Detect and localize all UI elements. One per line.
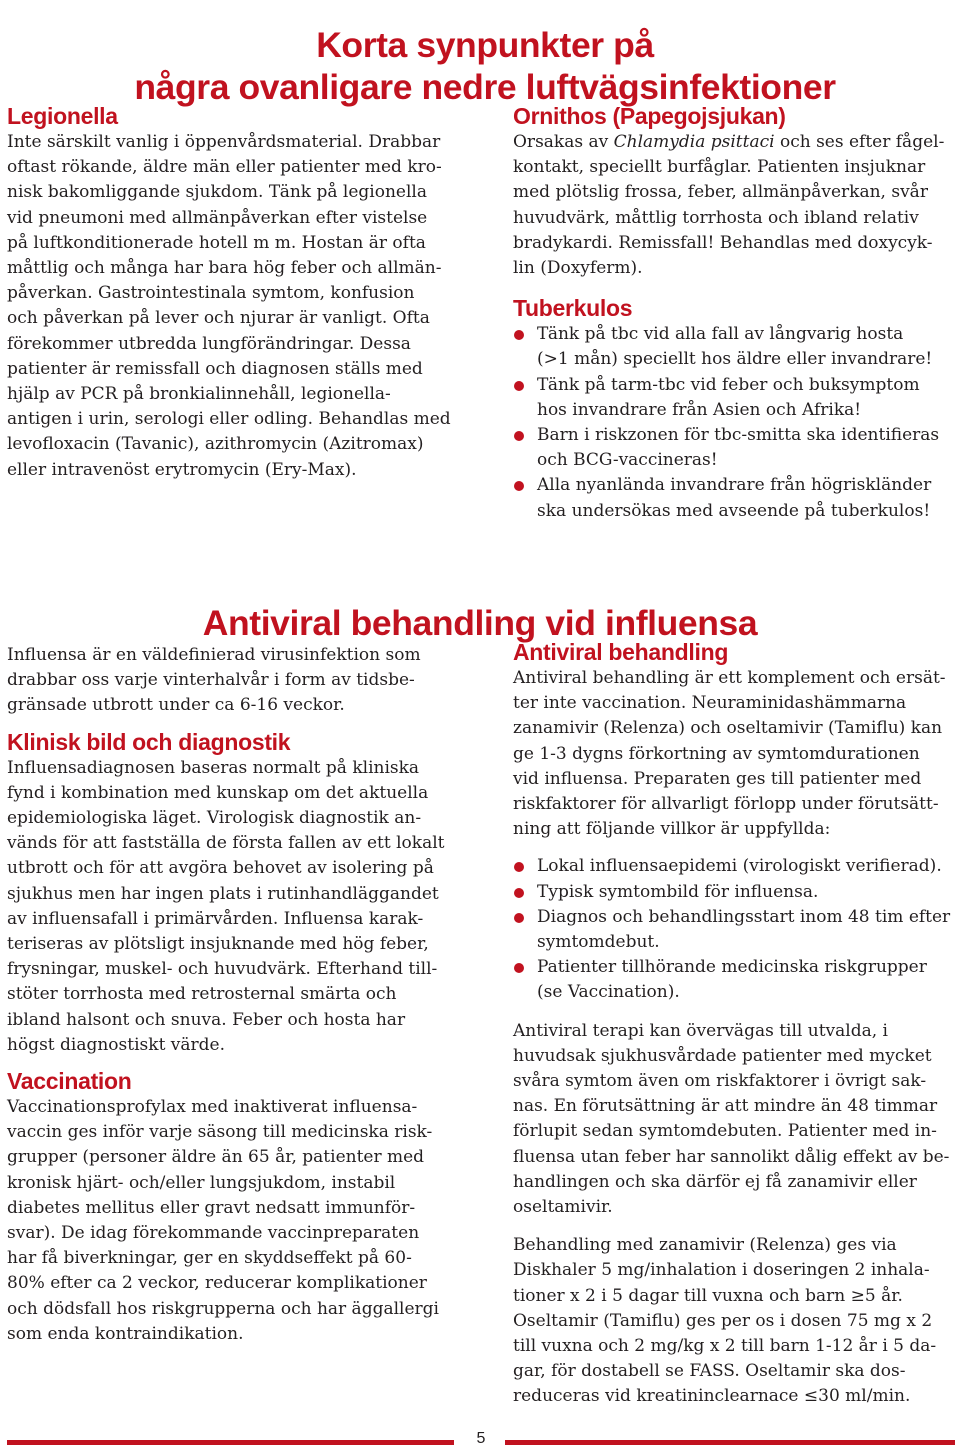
list-item [513,322,958,372]
legionella-text [7,130,469,483]
page-title [120,24,850,108]
text-line: huvudvärk, måttlig torrhosta och ibland relativ [513,207,919,228]
list-item [513,473,958,523]
text-line: riskfaktorer för allvarligt förlopp under förutsätt- [513,794,939,815]
text-line: har få biverkningar, ger en skyddseffekt på 60- [7,1248,412,1269]
section-title: Antiviral behandling vid influensa [202,602,758,643]
text-line: antigen i urin, serologi eller odling. Behandlas med [7,409,451,430]
intro-text [7,643,469,719]
page-number: 5 [476,1430,486,1447]
text-line: Barn i riskzonen för tbc-smitta ska identifieras [537,425,940,446]
text-line: Tänk på tarm-tbc vid feber och buksymptom [537,374,920,395]
list-item [513,905,958,955]
text-line: och påverkan på lever och njurar är vanligt. Ofta [7,308,430,329]
page-title-line-1: Korta synpunkter på [316,24,654,65]
text-line: vid influensa. Preparaten ges till patienter med [513,768,922,789]
text-line: eller intravenöst erytromycin (Ery-Max). [7,459,357,480]
text-line: zanamivir (Relenza) och oseltamivir (Tamiflu) kan [513,718,943,739]
list-item [513,880,958,905]
text-fragment: Orsakas av [513,132,614,152]
tuberkulos-heading: Tuberkulos [513,295,633,322]
legionella-heading: Legionella [7,103,118,129]
text-line: vänds för att fastställa de första fallen av ett lokalt [7,833,445,854]
influensa-left-column [7,643,469,1347]
ornithos-section [513,102,958,524]
text-line: 80% efter ca 2 veckor, reducerar komplikationer [7,1273,427,1294]
text-line: kontakt, speciellt burfåglar. Patienten insjuknar [513,157,926,178]
text-line: Antiviral behandling är ett komplement och ersät- [513,668,946,688]
text-line: (>1 mån) speciellt hos äldre eller invandrare! [537,349,933,370]
text-line: handlingen och ska därför ej få zanamivir eller [513,1171,917,1192]
text-fragment: och ses efter fågel- [774,132,945,152]
footer-rule-left [7,1440,454,1445]
text-line: förekommer utbredda lungförändringar. Dessa [7,333,411,354]
klinisk-text [7,756,469,1058]
text-line: hos invandrare från Asien och Afrika! [537,399,862,420]
text-line: Lokal influensaepidemi (virologiskt verifierad). [537,856,942,877]
text-line: utbrott och för att avgöra behovet av isolering på [7,858,434,879]
text-line: till vuxna och 2 mg/kg x 2 till barn 1-12 år i 5 da- [513,1336,937,1357]
text-line: symtomdebut. [537,932,660,953]
text-line: påverkan. Gastrointestinala symtom, konfusion [7,283,415,304]
list-item [513,854,958,879]
text-line: diabetes mellitus eller gravt nedsatt immunför- [7,1197,416,1218]
ornithos-heading: Ornithos (Papegojsjukan) [513,103,786,129]
text-line: Typisk symtombild för influensa. [537,881,819,902]
text-line: oftast rökande, äldre män eller patienter med kro- [7,157,442,178]
text-line: Diagnos och behandlingsstart inom 48 tim efter [537,906,951,927]
text-line: oseltamivir. [513,1197,613,1218]
text-line: Antiviral terapi kan övervägas till utvalda, i [513,1020,888,1041]
antiviral-heading: Antiviral behandling [513,639,729,665]
text-line: hjälp av PCR på bronkialinnehåll, legionella- [7,384,391,405]
text-line: stöter torrhosta med retrosternal smärta och [7,984,397,1005]
text-line: Vaccinationsprofylax med inaktiverat influensa- [7,1097,418,1118]
text-line: grupper (personer äldre än 65 år, patienter med [7,1147,425,1168]
vaccination-text [7,1095,469,1347]
antiviral-text-3 [513,1233,958,1409]
text-line: fynd i kombination med kunskap om det aktuella [7,782,429,803]
text-line: Oseltamir (Tamiflu) ges per os i dosen 75 mg x 2 [513,1310,933,1331]
text-line: Alla nyanlända invandrare från högriskländer [537,475,932,496]
text-line: drabbar oss varje vinterhalvår i form av tidsbe- [7,670,415,691]
text-line: vaccin ges inför varje säsong till medicinska risk- [7,1122,433,1143]
criteria-list [513,854,958,1005]
text-line: (se Vaccination). [537,982,680,1003]
text-line: ge 1-3 dygns förkortning av symtomdurationen [513,743,920,764]
text-line: Tänk på tbc vid alla fall av långvarig hosta [537,324,904,345]
text-line: ibland halsont och snuva. Feber och hosta har [7,1009,406,1030]
antiviral-text [513,666,958,842]
list-item [513,423,958,473]
vaccination-heading: Vaccination [7,1068,132,1095]
list-item [513,373,958,423]
klinisk-heading: Klinisk bild och diagnostik [7,728,291,755]
text-line: frysningar, muskel- och huvudvärk. Efterhand till- [7,959,438,980]
legionella-section [7,102,469,483]
text-line: huvudsak sjukhusvårdade patienter med mycket [513,1045,932,1066]
text-line: högst diagnostiskt värde. [7,1034,226,1055]
antiviral-text-2 [513,1019,958,1221]
text-line: förlupit sedan symtomdebuten. Patienter med in- [513,1121,937,1142]
text-line: och BCG-vaccineras! [537,450,718,471]
text-line: tioner x 2 i 5 dagar till vuxna och barn ≥5 år. [513,1285,903,1306]
text-line: vid pneumoni med allmänpåverkan efter vistelse [7,207,428,228]
text-line: med plötslig frossa, feber, allmänpåverkan, svår [513,182,928,203]
text-line: epidemiologiska läget. Virologisk diagnostik an- [7,808,422,829]
text-line: Influensa är en väldefinierad virusinfektion som [7,645,421,665]
text-line: ter inte vaccination. Neuraminidashämmarna [513,693,907,714]
text-line: levofloxacin (Tavanic), azithromycin (Azitromax) [7,434,424,455]
text-line: ska undersökas med avseende på tuberkulos! [537,500,931,521]
text-line: patienter är remissfall och diagnosen ställs med [7,358,423,379]
list-item [513,955,958,1005]
text-line: gar, för dostabell se FASS. Oseltamir ska dos- [513,1361,906,1382]
tuberkulos-list [513,322,958,524]
text-line: och dödsfall hos riskgrupperna och har äggallergi [7,1298,439,1319]
text-line: teriseras av plötsligt insjuknande med hög feber, [7,934,429,955]
text-line: bradykardi. Remissfall! Behandlas med doxycyk- [513,232,933,253]
text-line: Inte särskilt vanlig i öppenvårdsmaterial. Drabbar [7,132,441,152]
text-line: måttlig och många har bara hög feber och allmän- [7,258,442,279]
text-line: Diskhaler 5 mg/inhalation i doseringen 2 inhala- [513,1260,930,1281]
text-line: reduceras vid kreatininclearnace ≤30 ml/min. [513,1386,911,1407]
footer-rule-right [505,1440,955,1445]
text-line: lin (Doxyferm). [513,258,643,279]
text-line: svåra symtom även om riskfaktorer i övrigt sak- [513,1071,927,1092]
text-line: svar). De idag förekommande vaccinpreparaten [7,1223,420,1244]
text-line: gränsade utbrott under ca 6-16 veckor. [7,695,345,716]
text-line: kronisk hjärt- och/eller lungsjukdom, instabil [7,1172,396,1193]
text-line: ning att följande villkor är uppfyllda: [513,819,831,840]
ornithos-text [513,130,958,281]
influensa-right-column [513,638,958,1410]
page-title-line-2: några ovanligare nedre luftvägsinfektioner [134,66,836,107]
text-line: fluensa utan feber har sannolikt dålig effekt av be- [513,1146,950,1167]
text-line: nas. En förutsättning är att mindre än 48 timmar [513,1096,938,1117]
text-line: Patienter tillhörande medicinska riskgrupper [537,957,927,978]
text-line: nisk bakomliggande sjukdom. Tänk på legionella [7,182,427,203]
text-line: som enda kontraindikation. [7,1323,244,1344]
text-line: på luftkonditionerade hotell m m. Hostan är ofta [7,232,426,253]
text-line: av influensafall i primärvården. Influensa karak- [7,908,424,929]
text-line: sjukhus men har ingen plats i rutinhandläggandet [7,883,439,904]
text-line: Influensadiagnosen baseras normalt på kliniska [7,757,420,778]
pathogen-name: Chlamydia psittaci [613,132,775,152]
text-line: Behandling med zanamivir (Relenza) ges via [513,1235,897,1256]
